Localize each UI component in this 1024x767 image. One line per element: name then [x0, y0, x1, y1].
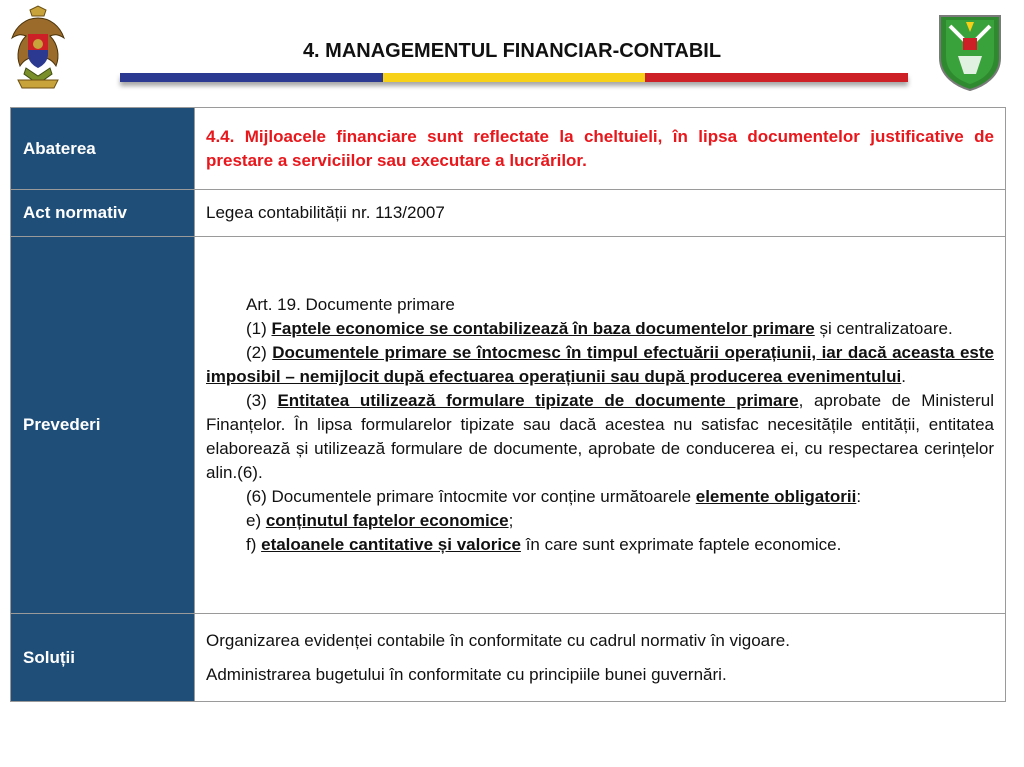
row-content	[195, 237, 1006, 614]
text: , aprobate de Ministerul Finanțelor. În lipsa formularelor tipizate sau dacă acestea nu satisfac necesitățile entității, entitatea elaborează și utilizează formulare de documente, aprobate de conducerea ei, cu respectarea cerințelor alin.(6).	[206, 391, 995, 482]
paragraph-e	[206, 509, 994, 533]
paragraph-f	[206, 533, 994, 557]
emphasis: Entitatea utilizează formulare tipizate de documente primare	[277, 391, 799, 410]
text: (3)	[246, 391, 278, 410]
page-title: 4. MANAGEMENTUL FINANCIAR-CONTABIL	[302, 40, 722, 62]
abaterea-text: 4.4. Mijloacele financiare sunt reflectate la cheltuieli, în lipsa documentelor justificative de prestare a serviciilor sau executare a lucrărilor.	[206, 126, 994, 170]
text: :	[856, 487, 862, 506]
text: în care sunt exprimate faptele economice.	[520, 535, 842, 554]
text: ;	[508, 511, 514, 530]
row-act-normativ	[11, 190, 1006, 237]
emphasis: conținutul faptelor economice	[265, 511, 509, 530]
article-heading: Art. 19. Documente primare	[246, 295, 455, 314]
row-label: Soluții	[11, 614, 195, 702]
text: (6) Documentele primare întocmite vor conține următoarele	[246, 487, 696, 506]
row-content	[195, 108, 1006, 190]
text: .	[901, 367, 906, 386]
row-content	[195, 614, 1006, 702]
text: (1)	[246, 319, 272, 338]
stripe-red	[645, 73, 908, 82]
emphasis: Faptele economice se contabilizează în baza documentelor primare	[271, 319, 815, 338]
stripe-yellow	[383, 73, 646, 82]
emphasis: elemente obligatorii	[695, 487, 857, 506]
paragraph-6	[206, 485, 994, 509]
text: f)	[246, 535, 262, 554]
solution-line: Administrarea bugetului în conformitate cu principiile bunei guvernări.	[206, 664, 727, 684]
emphasis: Documentele primare se întocmesc în timpul efectuării operațiunii, iar dacă aceasta este imposibil – nemijlocit după efectuarea operațiunii sau după producerea evenimentului	[206, 343, 994, 386]
paragraph-1	[206, 317, 994, 341]
stripe-blue	[120, 73, 383, 82]
tricolor-stripe	[120, 73, 908, 82]
row-label: Prevederi	[11, 237, 195, 614]
findings-table	[10, 107, 1006, 702]
text: (2)	[246, 343, 273, 362]
text: și centralizatoare.	[814, 319, 953, 338]
emphasis: etaloanele cantitative și valorice	[261, 535, 521, 554]
row-abaterea	[11, 108, 1006, 190]
paragraph-2	[206, 341, 994, 389]
row-label: Abaterea	[11, 108, 195, 190]
paragraph-3	[206, 389, 994, 485]
row-content: Legea contabilității nr. 113/2007	[195, 190, 1006, 237]
text: e)	[246, 511, 266, 530]
row-label: Act normativ	[11, 190, 195, 237]
row-prevederi	[11, 237, 1006, 614]
row-solutii	[11, 614, 1006, 702]
solution-line: Organizarea evidenței contabile în conformitate cu cadrul normativ în vigoare.	[206, 630, 790, 650]
